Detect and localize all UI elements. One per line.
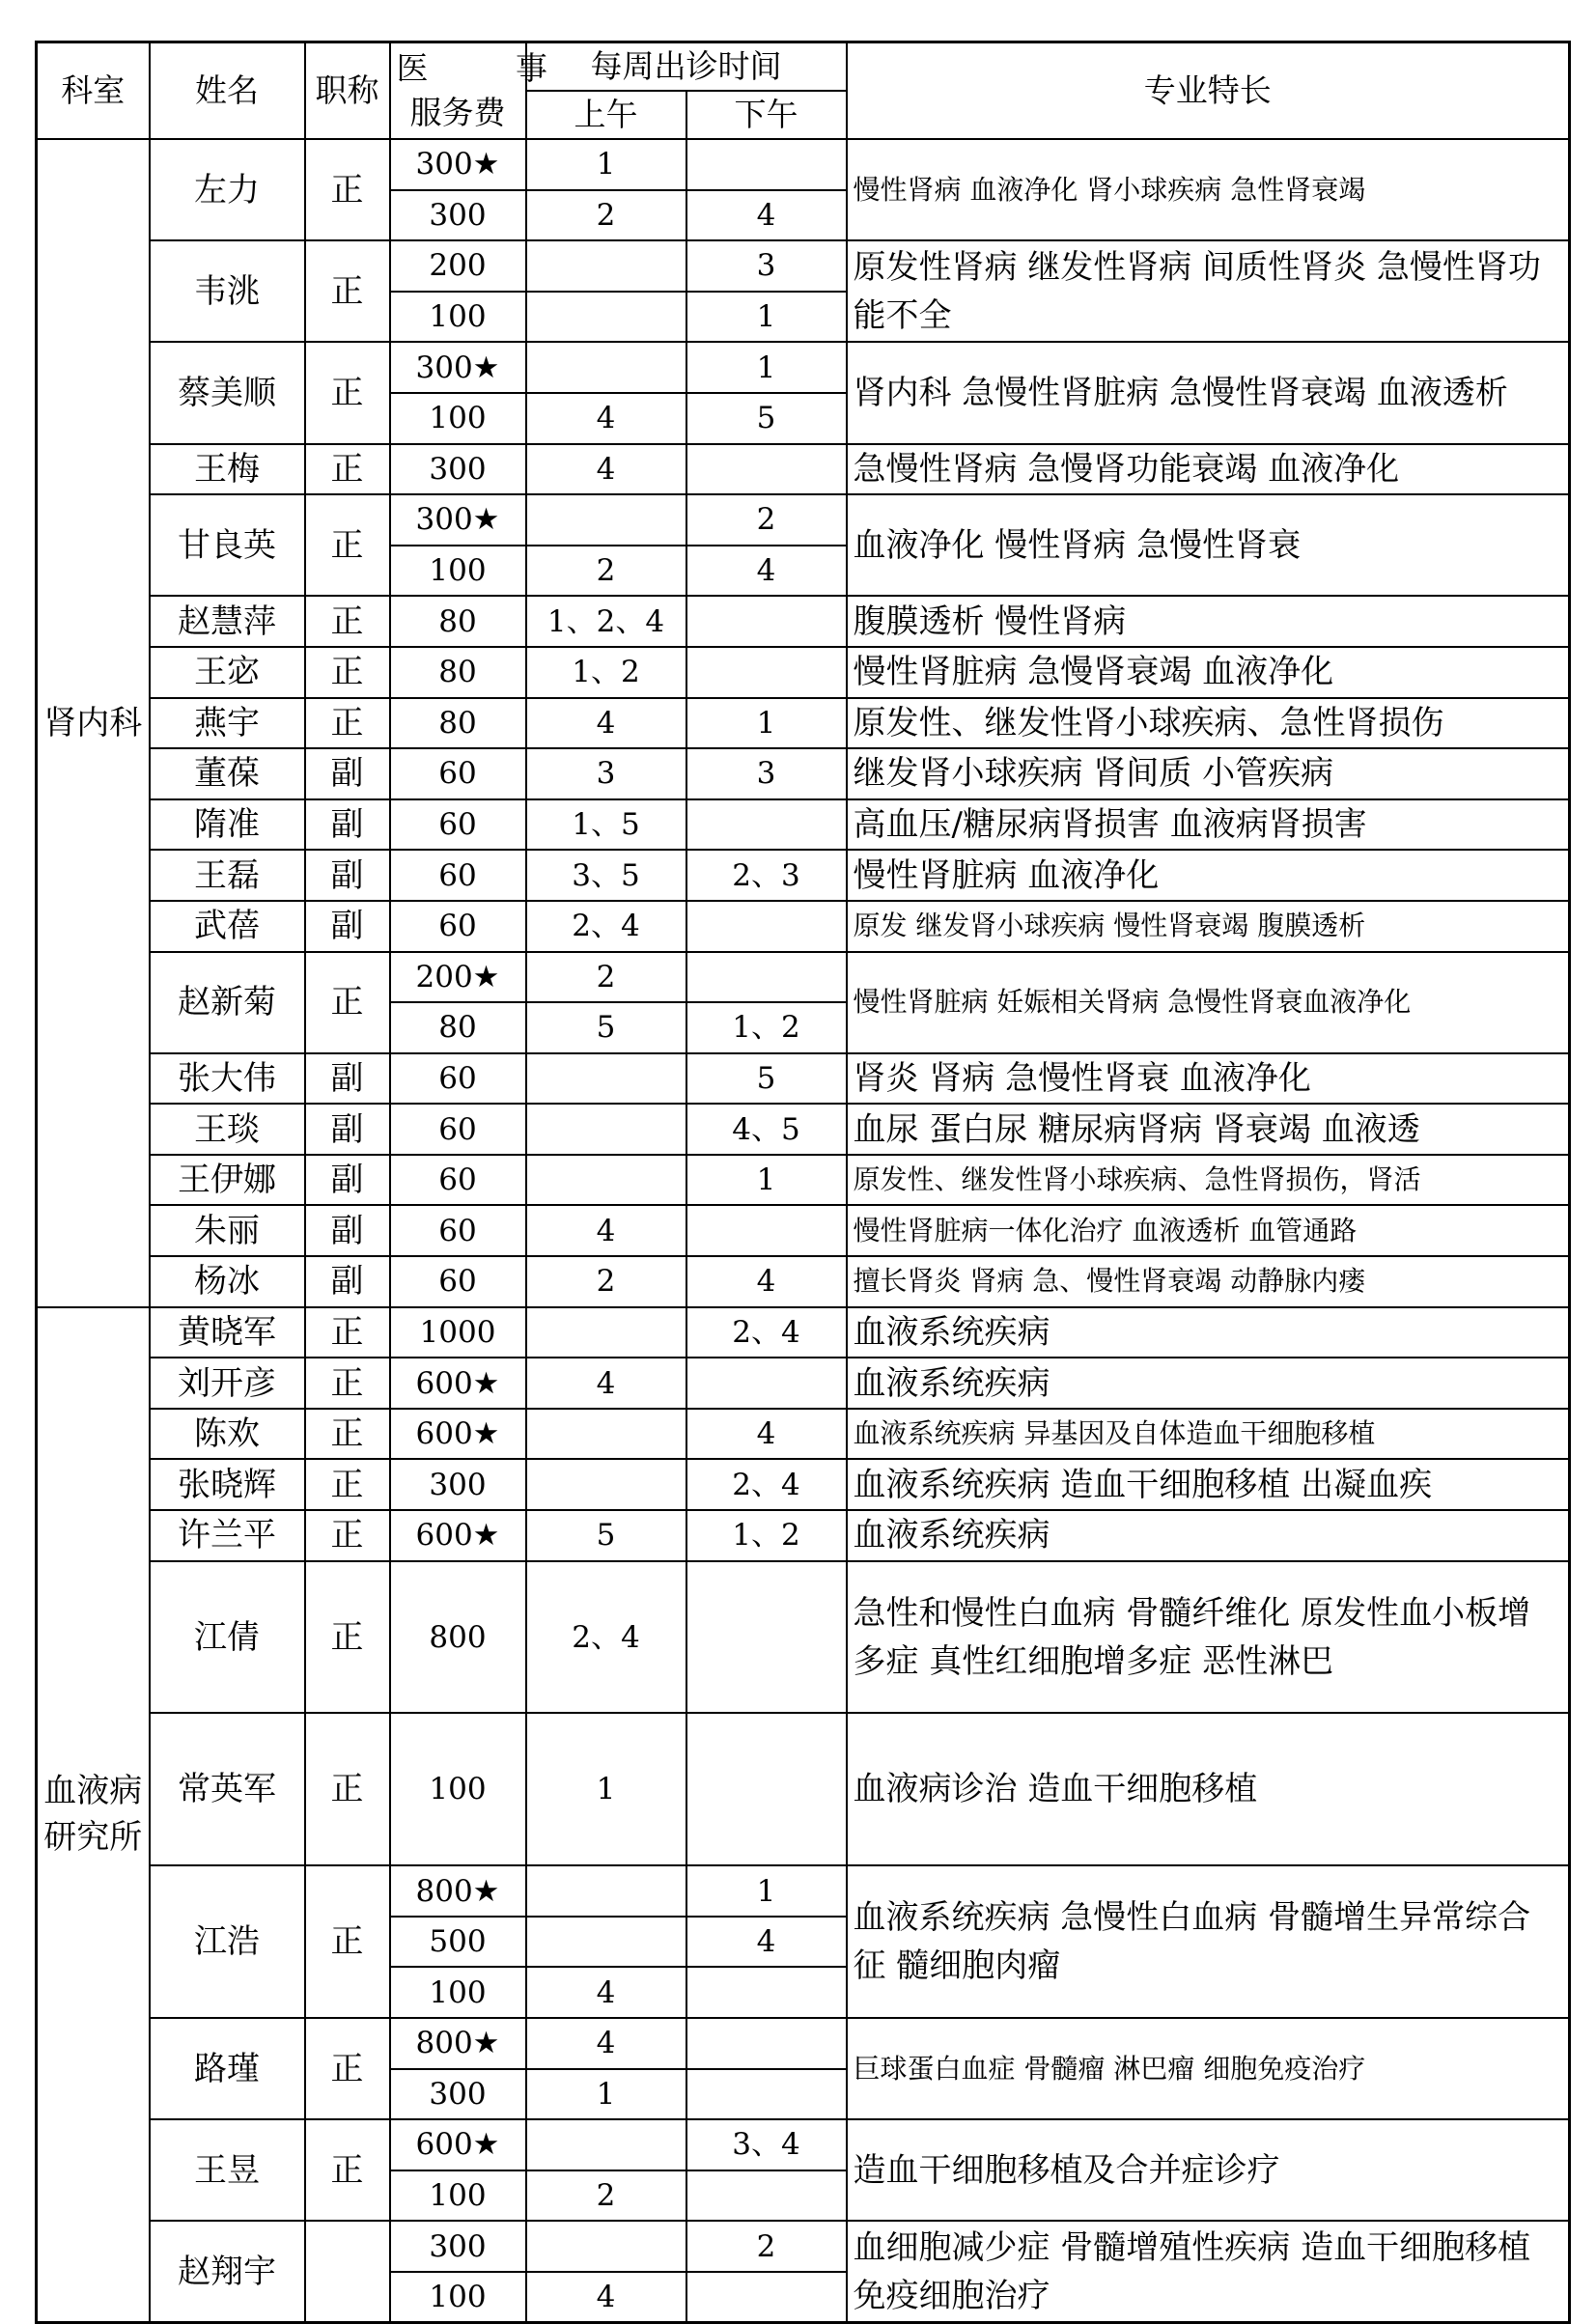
afternoon-days — [686, 1967, 847, 2018]
afternoon-days: 1、2 — [686, 1002, 847, 1053]
doctor-name: 陈欢 — [150, 1409, 305, 1460]
morning-days — [526, 1155, 686, 1206]
doctor-title: 正 — [305, 1713, 390, 1865]
afternoon-days — [686, 1561, 847, 1714]
doctor-name: 黄晓军 — [150, 1307, 305, 1358]
service-fee: 80 — [390, 698, 526, 749]
doctor-title: 正 — [305, 2119, 390, 2221]
morning-days: 4 — [526, 698, 686, 749]
table-row — [37, 2018, 1570, 2069]
doctor-title: 副 — [305, 1053, 390, 1105]
specialty: 慢性肾脏病 妊娠相关肾病 急慢性肾衰血液净化 — [847, 952, 1570, 1053]
service-fee: 1000 — [390, 1307, 526, 1358]
table-row — [37, 647, 1570, 698]
service-fee: 600★ — [390, 1409, 526, 1460]
morning-days: 2 — [526, 952, 686, 1003]
afternoon-days: 3、4 — [686, 2119, 847, 2170]
specialty: 血液系统疾病 — [847, 1358, 1570, 1409]
afternoon-days: 3 — [686, 240, 847, 292]
table-row — [37, 444, 1570, 495]
header-fee — [390, 42, 586, 140]
afternoon-days: 2 — [686, 494, 847, 546]
table-row — [37, 1104, 1570, 1155]
service-fee: 200 — [390, 240, 526, 292]
morning-days: 3 — [526, 748, 686, 799]
service-fee: 800 — [390, 1561, 526, 1714]
doctor-name: 王昱 — [150, 2119, 305, 2221]
morning-days — [526, 292, 686, 343]
specialty: 急慢性肾病 急慢肾功能衰竭 血液净化 — [847, 444, 1570, 495]
service-fee: 60 — [390, 1104, 526, 1155]
specialty: 原发 继发肾小球疾病 慢性肾衰竭 腹膜透析 — [847, 901, 1570, 952]
service-fee: 60 — [390, 748, 526, 799]
table-row — [37, 952, 1570, 1003]
table-row — [37, 799, 1570, 851]
header-title: 职称 — [305, 42, 390, 140]
doctor-title: 副 — [305, 1104, 390, 1155]
service-fee: 300 — [390, 444, 526, 495]
doctor-title: 正 — [305, 494, 390, 596]
afternoon-days — [686, 444, 847, 495]
afternoon-days: 2、4 — [686, 1459, 847, 1510]
afternoon-days: 4 — [686, 1256, 847, 1307]
doctor-title — [305, 2221, 390, 2322]
afternoon-days — [686, 799, 847, 851]
service-fee: 800★ — [390, 1865, 526, 1917]
service-fee: 100 — [390, 546, 526, 597]
doctor-name: 王磊 — [150, 850, 305, 901]
doctor-name: 路瑾 — [150, 2018, 305, 2119]
afternoon-days — [686, 1205, 847, 1256]
doctor-title: 副 — [305, 901, 390, 952]
service-fee: 600★ — [390, 2119, 526, 2170]
specialty: 血液系统疾病 造血干细胞移植 出凝血疾 — [847, 1459, 1570, 1510]
header-am: 上午 — [526, 91, 686, 139]
table-row — [37, 2119, 1570, 2170]
specialty: 血尿 蛋白尿 糖尿病肾病 肾衰竭 血液透 — [847, 1104, 1570, 1155]
table-row — [37, 1307, 1570, 1358]
specialty: 巨球蛋白血症 骨髓瘤 淋巴瘤 细胞免疫治疗 — [847, 2018, 1570, 2119]
doctor-name: 燕宇 — [150, 698, 305, 749]
afternoon-days — [686, 1713, 847, 1865]
doctor-name: 王宓 — [150, 647, 305, 698]
morning-days: 5 — [526, 1002, 686, 1053]
service-fee: 100 — [390, 2272, 526, 2323]
afternoon-days: 1 — [686, 292, 847, 343]
afternoon-days — [686, 596, 847, 647]
doctor-title: 正 — [305, 1459, 390, 1510]
morning-days — [526, 1053, 686, 1105]
morning-days — [526, 1307, 686, 1358]
department-name: 肾内科 — [37, 139, 150, 1307]
morning-days: 5 — [526, 1510, 686, 1561]
morning-days: 1 — [526, 2069, 686, 2120]
specialty: 原发性、继发性肾小球疾病、急性肾损伤，肾活 — [847, 1155, 1570, 1206]
department-name: 血液病研究所 — [37, 1307, 150, 2323]
service-fee: 100 — [390, 393, 526, 444]
specialty: 原发性、继发性肾小球疾病、急性肾损伤 — [847, 698, 1570, 749]
table-row — [37, 1155, 1570, 1206]
afternoon-days: 1 — [686, 1865, 847, 1917]
specialty: 擅长肾炎 肾病 急、慢性肾衰竭 动静脉内瘘 — [847, 1256, 1570, 1307]
doctor-name: 王琰 — [150, 1104, 305, 1155]
table-row — [37, 1561, 1570, 1714]
afternoon-days: 1 — [686, 342, 847, 393]
doctor-title: 正 — [305, 1561, 390, 1714]
specialty: 继发肾小球疾病 肾间质 小管疾病 — [847, 748, 1570, 799]
doctor-name: 张晓辉 — [150, 1459, 305, 1510]
specialty: 慢性肾脏病一体化治疗 血液透析 血管通路 — [847, 1205, 1570, 1256]
afternoon-days: 1 — [686, 698, 847, 749]
service-fee: 60 — [390, 1205, 526, 1256]
header-name: 姓名 — [150, 42, 305, 140]
doctor-name: 赵慧萍 — [150, 596, 305, 647]
header-pm: 下午 — [686, 91, 847, 139]
morning-days: 4 — [526, 2018, 686, 2069]
morning-days: 2 — [526, 2170, 686, 2222]
afternoon-days: 1、2 — [686, 1510, 847, 1561]
service-fee: 80 — [390, 1002, 526, 1053]
header-dept: 科室 — [37, 42, 150, 140]
table-row — [37, 596, 1570, 647]
specialty: 造血干细胞移植及合并症诊疗 — [847, 2119, 1570, 2221]
doctor-name: 张大伟 — [150, 1053, 305, 1105]
table-row — [37, 850, 1570, 901]
doctor-name: 董葆 — [150, 748, 305, 799]
table-row — [37, 1205, 1570, 1256]
afternoon-days — [686, 901, 847, 952]
afternoon-days — [686, 952, 847, 1003]
morning-days: 1 — [526, 1713, 686, 1865]
table-row — [37, 2221, 1570, 2272]
service-fee: 100 — [390, 292, 526, 343]
doctor-name: 蔡美顺 — [150, 342, 305, 443]
morning-days — [526, 2221, 686, 2272]
morning-days: 2 — [526, 190, 686, 241]
doctor-title: 正 — [305, 1307, 390, 1358]
afternoon-days: 5 — [686, 1053, 847, 1105]
specialty: 肾内科 急慢性肾脏病 急慢性肾衰竭 血液透析 — [847, 342, 1570, 443]
morning-days: 2 — [526, 1256, 686, 1307]
doctor-title: 正 — [305, 1510, 390, 1561]
doctor-name: 隋准 — [150, 799, 305, 851]
doctor-name: 王梅 — [150, 444, 305, 495]
afternoon-days: 4 — [686, 1917, 847, 1968]
service-fee: 100 — [390, 2170, 526, 2222]
doctor-title: 正 — [305, 1358, 390, 1409]
table-row — [37, 1053, 1570, 1105]
header-fee-line1: 医 事 — [396, 49, 586, 87]
morning-days: 4 — [526, 1205, 686, 1256]
table-row — [37, 1358, 1570, 1409]
service-fee: 60 — [390, 901, 526, 952]
doctor-name: 韦洮 — [150, 240, 305, 342]
doctor-title: 副 — [305, 799, 390, 851]
service-fee: 300 — [390, 1459, 526, 1510]
header-fee-line2: 服务费 — [409, 94, 506, 131]
specialty: 血液病诊治 造血干细胞移植 — [847, 1713, 1570, 1865]
service-fee: 300★ — [390, 342, 526, 393]
service-fee: 60 — [390, 799, 526, 851]
afternoon-days — [686, 2069, 847, 2120]
doctor-title: 正 — [305, 596, 390, 647]
service-fee: 60 — [390, 850, 526, 901]
doctor-title: 正 — [305, 139, 390, 240]
specialty: 慢性肾脏病 血液净化 — [847, 850, 1570, 901]
doctor-title: 正 — [305, 240, 390, 342]
morning-days — [526, 1865, 686, 1917]
morning-days: 4 — [526, 2272, 686, 2323]
specialty: 血液系统疾病 — [847, 1307, 1570, 1358]
specialty: 高血压/糖尿病肾损害 血液病肾损害 — [847, 799, 1570, 851]
afternoon-days: 5 — [686, 393, 847, 444]
morning-days — [526, 2119, 686, 2170]
table-row — [37, 1459, 1570, 1510]
doctor-title: 副 — [305, 748, 390, 799]
afternoon-days: 2、3 — [686, 850, 847, 901]
afternoon-days — [686, 139, 847, 190]
morning-days: 4 — [526, 1967, 686, 2018]
morning-days — [526, 494, 686, 546]
morning-days — [526, 342, 686, 393]
afternoon-days: 4 — [686, 190, 847, 241]
table-row — [37, 240, 1570, 292]
doctor-name: 武蓓 — [150, 901, 305, 952]
table-row — [37, 901, 1570, 952]
service-fee: 800★ — [390, 2018, 526, 2069]
doctor-name: 左力 — [150, 139, 305, 240]
morning-days — [526, 240, 686, 292]
service-fee: 80 — [390, 596, 526, 647]
service-fee: 200★ — [390, 952, 526, 1003]
service-fee: 60 — [390, 1053, 526, 1105]
doctor-title: 正 — [305, 1409, 390, 1460]
morning-days: 4 — [526, 393, 686, 444]
header-schedule: 每周出诊时间 — [526, 42, 847, 92]
doctor-name: 江浩 — [150, 1865, 305, 2018]
morning-days: 2 — [526, 546, 686, 597]
afternoon-days — [686, 2272, 847, 2323]
service-fee: 600★ — [390, 1510, 526, 1561]
afternoon-days — [686, 647, 847, 698]
specialty: 慢性肾病 血液净化 肾小球疾病 急性肾衰竭 — [847, 139, 1570, 240]
doctor-name: 江倩 — [150, 1561, 305, 1714]
doctor-title: 正 — [305, 952, 390, 1053]
table-row — [37, 1865, 1570, 1917]
morning-days: 2、4 — [526, 901, 686, 952]
specialty: 血液系统疾病 — [847, 1510, 1570, 1561]
specialty: 急性和慢性白血病 骨髓纤维化 原发性血小板增多症 真性红细胞增多症 恶性淋巴 — [847, 1561, 1570, 1714]
morning-days — [526, 1459, 686, 1510]
doctor-title: 正 — [305, 342, 390, 443]
table-row — [37, 139, 1570, 190]
doctor-title: 正 — [305, 2018, 390, 2119]
afternoon-days: 2、4 — [686, 1307, 847, 1358]
doctor-name: 杨冰 — [150, 1256, 305, 1307]
clinic-schedule-table — [35, 41, 1571, 2324]
service-fee: 500 — [390, 1917, 526, 1968]
specialty: 血液系统疾病 急慢性白血病 骨髓增生异常综合征 髓细胞肉瘤 — [847, 1865, 1570, 2018]
table-row — [37, 1256, 1570, 1307]
specialty: 原发性肾病 继发性肾病 间质性肾炎 急慢性肾功能不全 — [847, 240, 1570, 342]
header-specialty: 专业特长 — [847, 42, 1570, 140]
specialty: 慢性肾脏病 急慢肾衰竭 血液净化 — [847, 647, 1570, 698]
specialty: 血液系统疾病 异基因及自体造血干细胞移植 — [847, 1409, 1570, 1460]
table-row — [37, 342, 1570, 393]
specialty: 腹膜透析 慢性肾病 — [847, 596, 1570, 647]
service-fee: 300 — [390, 2221, 526, 2272]
table-row — [37, 1510, 1570, 1561]
service-fee: 300★ — [390, 139, 526, 190]
afternoon-days — [686, 1358, 847, 1409]
afternoon-days: 4 — [686, 1409, 847, 1460]
afternoon-days: 4 — [686, 546, 847, 597]
doctor-title: 副 — [305, 1155, 390, 1206]
service-fee: 80 — [390, 647, 526, 698]
morning-days: 1 — [526, 139, 686, 190]
table-row — [37, 494, 1570, 546]
afternoon-days: 1 — [686, 1155, 847, 1206]
morning-days: 4 — [526, 1358, 686, 1409]
morning-days — [526, 1917, 686, 1968]
doctor-name: 赵新菊 — [150, 952, 305, 1053]
doctor-name: 常英军 — [150, 1713, 305, 1865]
doctor-title: 正 — [305, 698, 390, 749]
service-fee: 100 — [390, 1713, 526, 1865]
service-fee: 60 — [390, 1155, 526, 1206]
afternoon-days: 2 — [686, 2221, 847, 2272]
doctor-name: 刘开彦 — [150, 1358, 305, 1409]
doctor-name: 赵翔宇 — [150, 2221, 305, 2322]
doctor-name: 王伊娜 — [150, 1155, 305, 1206]
schedule-body — [37, 139, 1570, 2323]
doctor-name: 甘良英 — [150, 494, 305, 596]
morning-days: 3、5 — [526, 850, 686, 901]
doctor-title: 正 — [305, 647, 390, 698]
service-fee: 600★ — [390, 1358, 526, 1409]
doctor-title: 正 — [305, 444, 390, 495]
table-row — [37, 1409, 1570, 1460]
doctor-title: 副 — [305, 1205, 390, 1256]
afternoon-days — [686, 2170, 847, 2222]
doctor-name: 许兰平 — [150, 1510, 305, 1561]
service-fee: 300★ — [390, 494, 526, 546]
morning-days: 1、5 — [526, 799, 686, 851]
table-row — [37, 748, 1570, 799]
specialty: 血液净化 慢性肾病 急慢性肾衰 — [847, 494, 1570, 596]
service-fee: 100 — [390, 1967, 526, 2018]
table-row — [37, 1713, 1570, 1865]
morning-days: 1、2 — [526, 647, 686, 698]
afternoon-days: 3 — [686, 748, 847, 799]
specialty: 血细胞减少症 骨髓增殖性疾病 造血干细胞移植 免疫细胞治疗 — [847, 2221, 1570, 2322]
afternoon-days: 4、5 — [686, 1104, 847, 1155]
doctor-title: 副 — [305, 850, 390, 901]
doctor-title: 副 — [305, 1256, 390, 1307]
afternoon-days — [686, 2018, 847, 2069]
morning-days: 4 — [526, 444, 686, 495]
doctor-title: 正 — [305, 1865, 390, 2018]
table-row — [37, 698, 1570, 749]
service-fee: 300 — [390, 190, 526, 241]
specialty: 肾炎 肾病 急慢性肾衰 血液净化 — [847, 1053, 1570, 1105]
service-fee: 60 — [390, 1256, 526, 1307]
morning-days — [526, 1409, 686, 1460]
morning-days — [526, 1104, 686, 1155]
morning-days: 2、4 — [526, 1561, 686, 1714]
morning-days: 1、2、4 — [526, 596, 686, 647]
doctor-name: 朱丽 — [150, 1205, 305, 1256]
service-fee: 300 — [390, 2069, 526, 2120]
